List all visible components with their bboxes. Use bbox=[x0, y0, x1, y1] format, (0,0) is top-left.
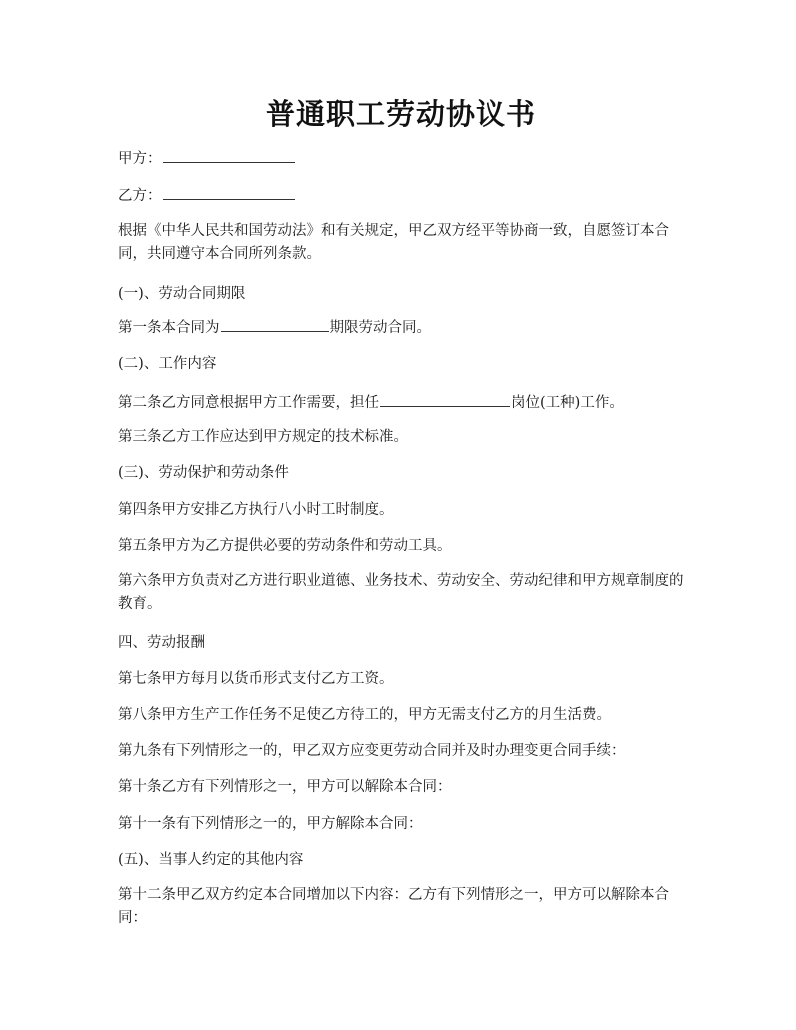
party-b-label: 乙方： bbox=[118, 188, 162, 204]
article-1-text-before: 第一条本合同为 bbox=[118, 320, 220, 336]
section-heading-3: (三)、劳动保护和劳动条件 bbox=[118, 465, 289, 481]
article-1 bbox=[118, 317, 684, 340]
position-blank bbox=[380, 392, 510, 407]
section-heading-2: (二)、工作内容 bbox=[118, 356, 217, 372]
article-2 bbox=[118, 392, 684, 415]
party-a-label: 甲方： bbox=[118, 151, 162, 167]
article-9: 第九条有下列情形之一的，甲乙双方应变更劳动合同并及时办理变更合同手续： bbox=[118, 743, 626, 759]
section-heading-5: (五)、当事人约定的其他内容 bbox=[118, 852, 304, 868]
article-8: 第八条甲方生产工作任务不足使乙方待工的，甲方无需支付乙方的月生活费。 bbox=[118, 707, 611, 723]
article-2-text-before: 第二条乙方同意根据甲方工作需要，担任 bbox=[118, 395, 379, 411]
party-b-line bbox=[118, 185, 684, 208]
party-a-blank bbox=[163, 148, 295, 163]
section-heading-4: 四、劳动报酬 bbox=[118, 635, 205, 651]
party-b-blank bbox=[163, 185, 295, 200]
article-10: 第十条乙方有下列情形之一，甲方可以解除本合同： bbox=[118, 779, 452, 795]
article-12: 第十二条甲乙双方约定本合同增加以下内容：乙方有下列情形之一，甲方可以解除本合同： bbox=[118, 887, 669, 926]
section-heading-1: (一)、劳动合同期限 bbox=[118, 286, 246, 302]
article-3: 第三条乙方工作应达到甲方规定的技术标准。 bbox=[118, 429, 408, 445]
article-11: 第十一条有下列情形之一的，甲方解除本合同： bbox=[118, 816, 423, 832]
document-title: 普通职工劳动协议书 bbox=[265, 97, 536, 131]
article-1-text-after: 期限劳动合同。 bbox=[329, 320, 431, 336]
intro-paragraph: 根据《中华人民共和国劳动法》和有关规定，甲乙双方经平等协商一致，自愿签订本合同，共同遵守本合同所列条款。 bbox=[118, 223, 669, 262]
article-7: 第七条甲方每月以货币形式支付乙方工资。 bbox=[118, 671, 394, 687]
contract-term-blank bbox=[221, 317, 329, 332]
article-5: 第五条甲方为乙方提供必要的劳动条件和劳动工具。 bbox=[118, 538, 452, 554]
article-2-text-after: 岗位(工种)工作。 bbox=[511, 395, 624, 411]
party-a-line bbox=[118, 148, 684, 171]
article-4: 第四条甲方安排乙方执行八小时工时制度。 bbox=[118, 502, 394, 518]
article-6: 第六条甲方负责对乙方进行职业道德、业务技术、劳动安全、劳动纪律和甲方规章制度的教育。 bbox=[118, 573, 684, 612]
